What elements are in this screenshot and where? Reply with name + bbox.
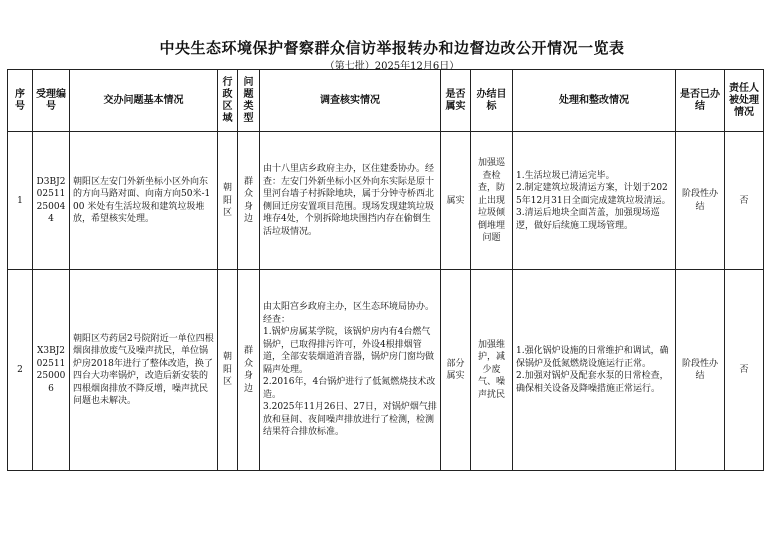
header-type: 问题类型 bbox=[238, 70, 260, 132]
header-verified: 是否属实 bbox=[441, 70, 471, 132]
cell-id: D3BJ202511250044 bbox=[33, 132, 70, 270]
header-accountable: 责任人被处理情况 bbox=[725, 70, 764, 132]
cell-verified: 部分属实 bbox=[441, 270, 471, 471]
page-subtitle: （第七批）2025年12月6日） bbox=[324, 61, 460, 72]
cell-accountable: 否 bbox=[725, 270, 764, 471]
table-row bbox=[8, 132, 764, 270]
header-investigation: 调查核实情况 bbox=[260, 70, 441, 132]
cell-seq: 2 bbox=[8, 270, 33, 471]
header-district: 行政区域 bbox=[218, 70, 238, 132]
cell-completed: 阶段性办结 bbox=[676, 132, 725, 270]
header-id: 受理编号 bbox=[33, 70, 70, 132]
header-issue: 交办问题基本情况 bbox=[70, 70, 218, 132]
header-seq: 序号 bbox=[8, 70, 33, 132]
header-handling: 处理和整改情况 bbox=[513, 70, 676, 132]
cell-accountable: 否 bbox=[725, 132, 764, 270]
cell-investigation: 由十八里店乡政府主办，区住建委协办。经查：左安门外新坐标小区外向东实际是原十里河台墙子村拆除地块，属于分钟寺桥西北侧回迁房安置项目范围。现场发现建筑垃圾堆存4处，个别拆除地块围挡内存在偷倒生活垃圾情况。 bbox=[260, 132, 441, 270]
cell-district: 朝阳区 bbox=[218, 270, 238, 471]
header-goal: 办结目标 bbox=[471, 70, 513, 132]
cell-goal: 加强巡查检查，防止出现垃圾倾倒堆埋问题 bbox=[471, 132, 513, 270]
cell-goal: 加强维护，减少废气、噪声扰民 bbox=[471, 270, 513, 471]
cell-type: 群众身边 bbox=[238, 270, 260, 471]
cell-issue: 朝阳区左安门外新坐标小区外向东的方向马路对面、向南方向50米-100 米处有生活垃圾和建筑垃圾堆放，希望核实处理。 bbox=[70, 132, 218, 270]
cell-seq: 1 bbox=[8, 132, 33, 270]
disclosure-table bbox=[7, 69, 764, 471]
cell-handling: 1.生活垃圾已清运完毕。 2.制定建筑垃圾清运方案，计划于2025年12月31日全面完成建筑垃圾清运。 3.清运后地块全面苫盖，加强现场巡逻，做好后续施工现场管理。 bbox=[513, 132, 676, 270]
cell-issue: 朝阳区芍药居2号院附近一单位四根烟囱排放废气及噪声扰民，单位锅炉房2018年进行了整体改造，换了四台大功率锅炉，改造后新安装的四根烟囱排放不降反增，噪声扰民问题也未解决。 bbox=[70, 270, 218, 471]
cell-completed: 阶段性办结 bbox=[676, 270, 725, 471]
cell-type: 群众身边 bbox=[238, 132, 260, 270]
table-row bbox=[8, 270, 764, 471]
cell-id: X3BJ202511250006 bbox=[33, 270, 70, 471]
header-completed: 是否已办结 bbox=[676, 70, 725, 132]
table-header-row bbox=[8, 70, 764, 132]
cell-verified: 属实 bbox=[441, 132, 471, 270]
cell-investigation: 由太阳宫乡政府主办，区生态环境局协办。经查： 1.锅炉房属某学院，该锅炉房内有4台燃气锅炉，已取得排污许可，外设4根排烟管道，全部安装烟道消音器，锅炉房门窗均做隔声处理。 2.2016年，4台锅炉进行了低氮燃烧技术改造。 3.2025年11月26日、27日，对锅炉烟气排放和昼间、夜间噪声排放进行了检测，检测结果符合排放标准。 bbox=[260, 270, 441, 471]
cell-handling: 1.强化锅炉设施的日常维护和调试，确保锅炉及低氮燃烧设施运行正常。 2.加强对锅炉及配套水泵的日常检查，确保相关设备及降噪措施正常运行。 bbox=[513, 270, 676, 471]
page-title: 中央生态环境保护督察群众信访举报转办和边督边改公开情况一览表 bbox=[159, 39, 625, 57]
cell-district: 朝阳区 bbox=[218, 132, 238, 270]
